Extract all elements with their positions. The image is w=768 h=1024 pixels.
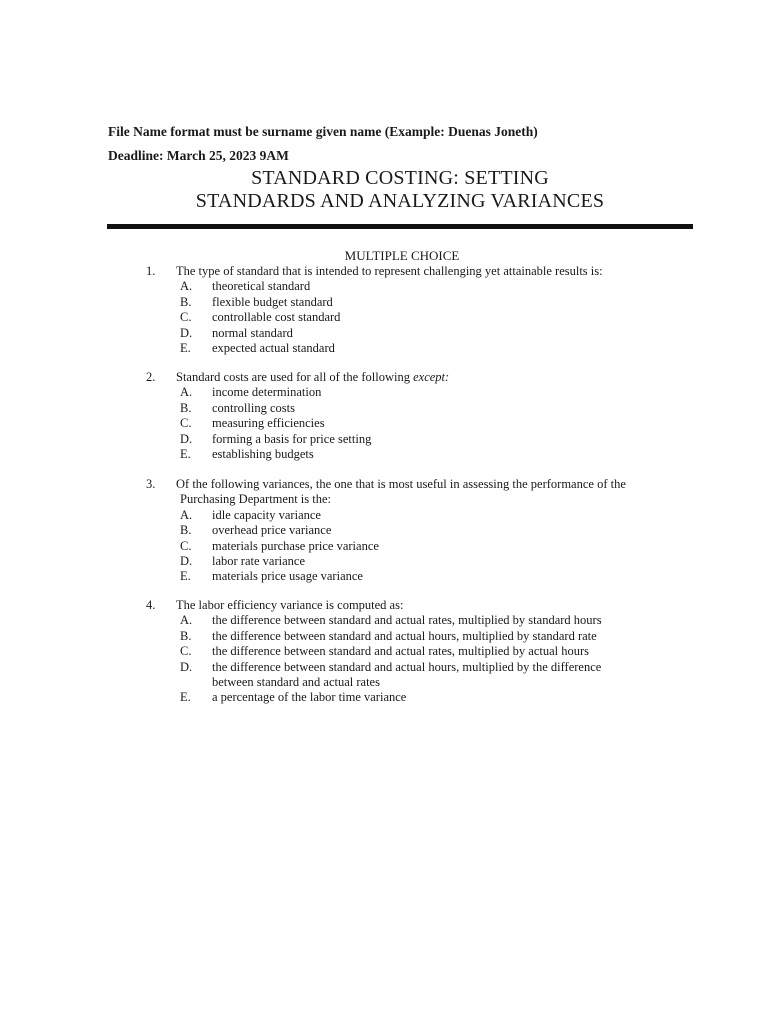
option-text: controllable cost standard	[212, 310, 341, 325]
option-letter: B.	[180, 294, 192, 309]
option-text: controlling costs	[212, 400, 295, 415]
file-name-instruction: File Name format must be surname given name (Example: Duenas Joneth)	[108, 124, 538, 139]
option-text: establishing budgets	[212, 447, 314, 461]
option-letter: A.	[180, 385, 193, 400]
question-emphasis: except:	[413, 370, 450, 384]
option-letter: A.	[180, 507, 193, 522]
option-letter: A.	[180, 279, 193, 294]
question-text	[176, 370, 656, 385]
option-letter: D.	[180, 325, 193, 340]
option-letter: C.	[180, 538, 192, 553]
option-letter: A.	[180, 613, 193, 628]
document-title-line-2: STANDARDS AND ANALYZING VARIANCES	[195, 190, 605, 212]
option-letter: E.	[180, 341, 191, 355]
option-text: forming a basis for price setting	[212, 431, 372, 446]
option-text: the difference between standard and actual rates, multiplied by actual hours	[212, 644, 590, 659]
option-letter: B.	[180, 400, 192, 415]
deadline: Deadline: March 25, 2023 9AM	[108, 148, 289, 163]
option-text: normal standard	[212, 325, 293, 340]
option-text: flexible budget standard	[212, 294, 333, 309]
option-text: the difference between standard and actual rates, multiplied by standard hours	[212, 613, 602, 628]
option-letter: E.	[180, 447, 191, 461]
option-text: a percentage of the labor time variance	[212, 690, 407, 705]
option-text: the difference between standard and actual hours, multiplied by the difference	[212, 659, 602, 674]
option-text: labor rate variance	[212, 554, 305, 568]
option-text: income determination	[212, 385, 322, 400]
option-letter: E.	[180, 690, 191, 705]
title-divider	[107, 224, 693, 229]
question-number: 1.	[146, 264, 156, 278]
question-text-main: Of the following variances, the one that is most useful in assessing the performance of the	[176, 477, 626, 491]
question-number: 2.	[146, 370, 156, 384]
option-letter: D.	[180, 431, 193, 446]
option-text: measuring efficiencies	[212, 416, 325, 431]
option-text: materials price usage variance	[212, 569, 363, 584]
option-text: the difference between standard and actual hours, multiplied by standard rate	[212, 628, 597, 643]
option-text: overhead price variance	[212, 523, 332, 538]
document-title-line-1: STANDARD COSTING: SETTING	[251, 167, 549, 189]
option-letter: D.	[180, 554, 193, 568]
option-letter: E.	[180, 569, 191, 584]
question-text	[176, 477, 656, 508]
option-letter: B.	[180, 523, 192, 538]
option-text-continuation: between standard and actual rates	[212, 675, 380, 689]
question-number: 3.	[146, 477, 156, 491]
option-letter: D.	[180, 659, 193, 674]
option-letter: B.	[180, 628, 192, 643]
option-letter: C.	[180, 310, 192, 325]
option-text: expected actual standard	[212, 341, 335, 355]
option-text: materials purchase price variance	[212, 538, 379, 553]
question-number: 4.	[146, 598, 156, 612]
question-text: The type of standard that is intended to represent challenging yet attainable results is:	[176, 264, 603, 278]
question-text: The labor efficiency variance is computed as:	[176, 598, 404, 612]
section-heading: MULTIPLE CHOICE	[344, 248, 460, 263]
option-text: theoretical standard	[212, 279, 311, 294]
option-letter: C.	[180, 416, 192, 431]
option-letter: C.	[180, 644, 192, 659]
question-text-main: Standard costs are used for all of the following	[176, 370, 410, 384]
question-text-continuation: Purchasing Department is the:	[180, 492, 332, 507]
option-text: idle capacity variance	[212, 507, 321, 522]
